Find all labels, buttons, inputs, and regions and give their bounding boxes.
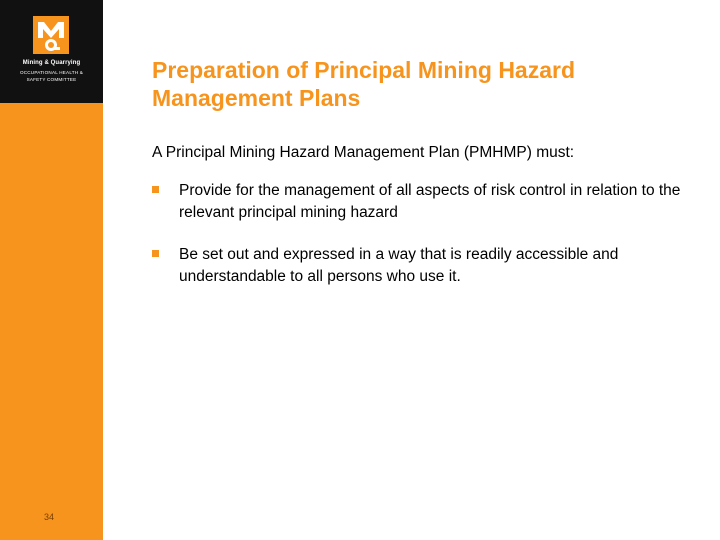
bullet-text: Provide for the management of all aspects of risk control in relation to the relevant principal mining hazard <box>179 182 681 221</box>
bullet-item <box>152 244 692 288</box>
accent-strip <box>0 103 103 540</box>
intro-text: A Principal Mining Hazard Management Plan (PMHMP) must: <box>152 144 575 161</box>
square-bullet-icon <box>152 250 159 257</box>
logo <box>0 0 103 103</box>
square-bullet-icon <box>152 186 159 193</box>
bullet-text: Be set out and expressed in a way that is readily accessible and understandable to all persons who use it. <box>179 246 619 285</box>
sidebar <box>0 0 103 540</box>
bullet-list <box>152 180 692 308</box>
logo-org-subtitle: OCCUPATIONAL HEALTH & SAFETY COMMITTEE <box>20 70 83 82</box>
slide-title: Preparation of Principal Mining Hazard Management Plans <box>152 57 576 111</box>
logo-org-name: Mining & Quarrying <box>22 60 81 66</box>
logo-mark-icon <box>33 16 69 54</box>
page-number: 34 <box>44 512 55 522</box>
bullet-item <box>152 180 692 224</box>
